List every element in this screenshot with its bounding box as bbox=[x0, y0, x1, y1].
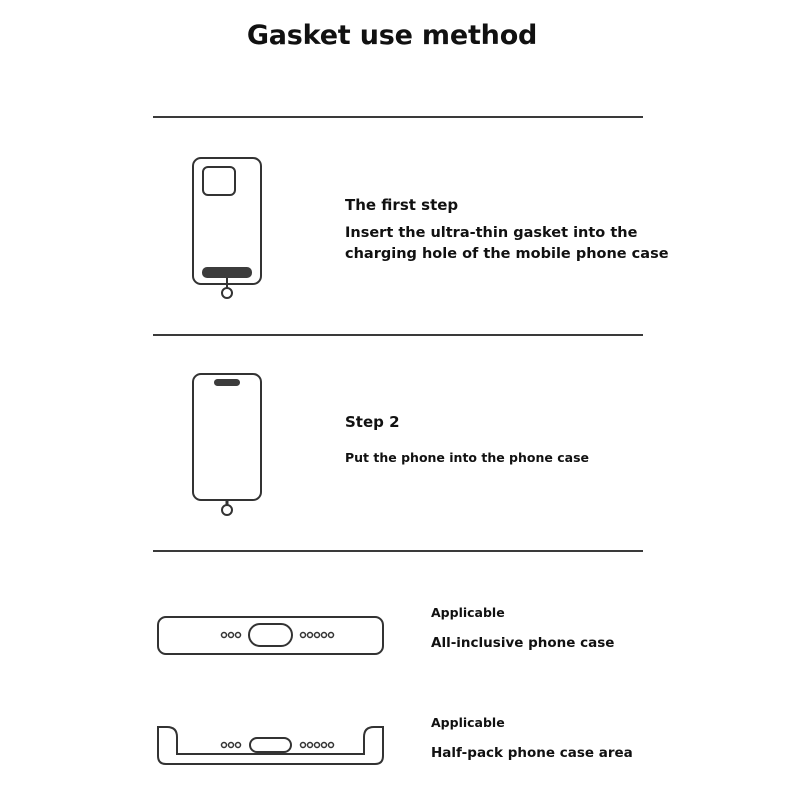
divider-bottom bbox=[153, 550, 643, 552]
applicable-label-2: Applicable bbox=[431, 715, 505, 730]
step1-desc-line1: Insert the ultra-thin gasket into the bbox=[345, 225, 638, 241]
gasket-icon bbox=[202, 267, 252, 278]
applicable-desc-2: Half-pack phone case area bbox=[431, 745, 633, 761]
phone-front-icon bbox=[185, 368, 270, 518]
half-pack-case-icon bbox=[155, 724, 387, 768]
step1-title: The first step bbox=[345, 196, 459, 214]
step2-desc: Put the phone into the phone case bbox=[345, 450, 589, 465]
step1-desc-line2: charging hole of the mobile phone case bbox=[345, 246, 669, 262]
divider-middle bbox=[153, 334, 643, 336]
divider-top bbox=[153, 116, 643, 118]
phone-case-back-icon bbox=[185, 152, 270, 302]
step2-title: Step 2 bbox=[345, 413, 400, 431]
applicable-label-1: Applicable bbox=[431, 605, 505, 620]
applicable-desc-1: All-inclusive phone case bbox=[431, 635, 615, 651]
page-title: Gasket use method bbox=[246, 20, 538, 51]
all-inclusive-case-icon bbox=[155, 614, 387, 658]
